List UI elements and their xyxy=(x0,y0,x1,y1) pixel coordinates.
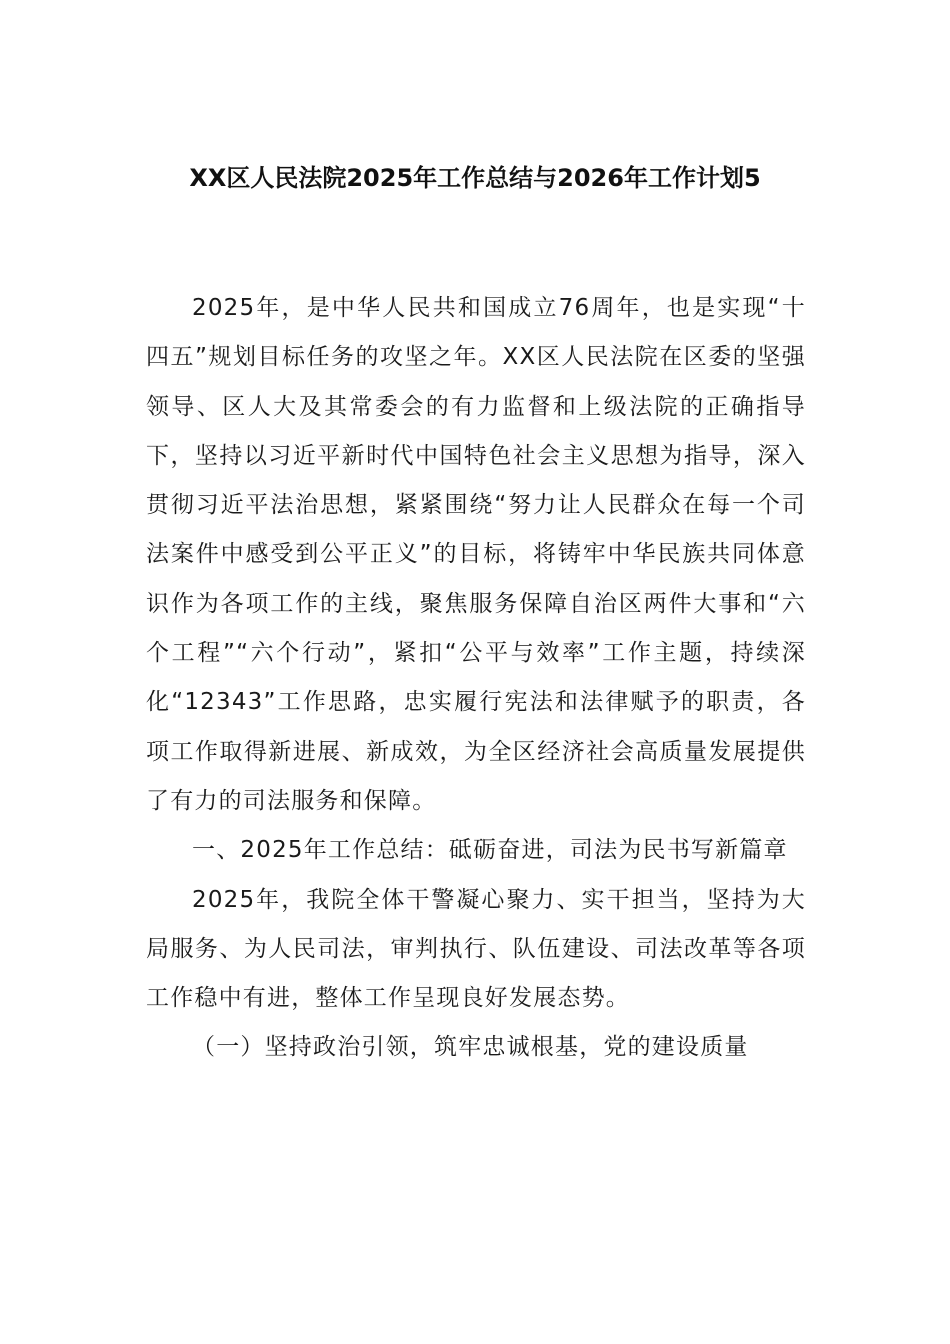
subsection-heading-1: （一）坚持政治引领，筑牢忠诚根基，党的建设质量 xyxy=(192,1034,749,1061)
section-heading-summary: 一、2025年工作总结：砥砺奋进，司法为民书写新篇章 xyxy=(192,837,788,864)
paragraph-summary: 2025年，我院全体干警凝心聚力、实干担当，坚持为大局服务、为人民司法，审判执行、队伍建设、司法改革等各项工作稳中有进，整体工作呈现良好发展态势。 xyxy=(146,886,806,1012)
paragraph-intro: 2025年，是中华人民共和国成立76周年，也是实现“十四五”规划目标任务的攻坚之年。XX区人民法院在区委的坚强领导、区人大及其常委会的有力监督和上级法院的正确指导下，坚持以习近平新时代中国特色社会主义思想为指导，深入贯彻习近平法治思想，紧紧围绕“努力让人民群众在每一个司法案件中感受到公平正义”的目标，将铸牢中华民族共同体意识作为各项工作的主线，聚焦服务保障自治区两件大事和“六个工程”“六个行动”，紧扣“公平与效率”工作主题，持续深化“12343”工作思路，忠实履行宪法和法律赋予的职责，各项工作取得新进展、新成效，为全区经济社会高质量发展提供了有力的司法服务和保障。 xyxy=(146,295,806,814)
document-title: XX区人民法院2025年工作总结与2026年工作计划5 xyxy=(189,164,761,192)
document-body xyxy=(146,284,806,1073)
